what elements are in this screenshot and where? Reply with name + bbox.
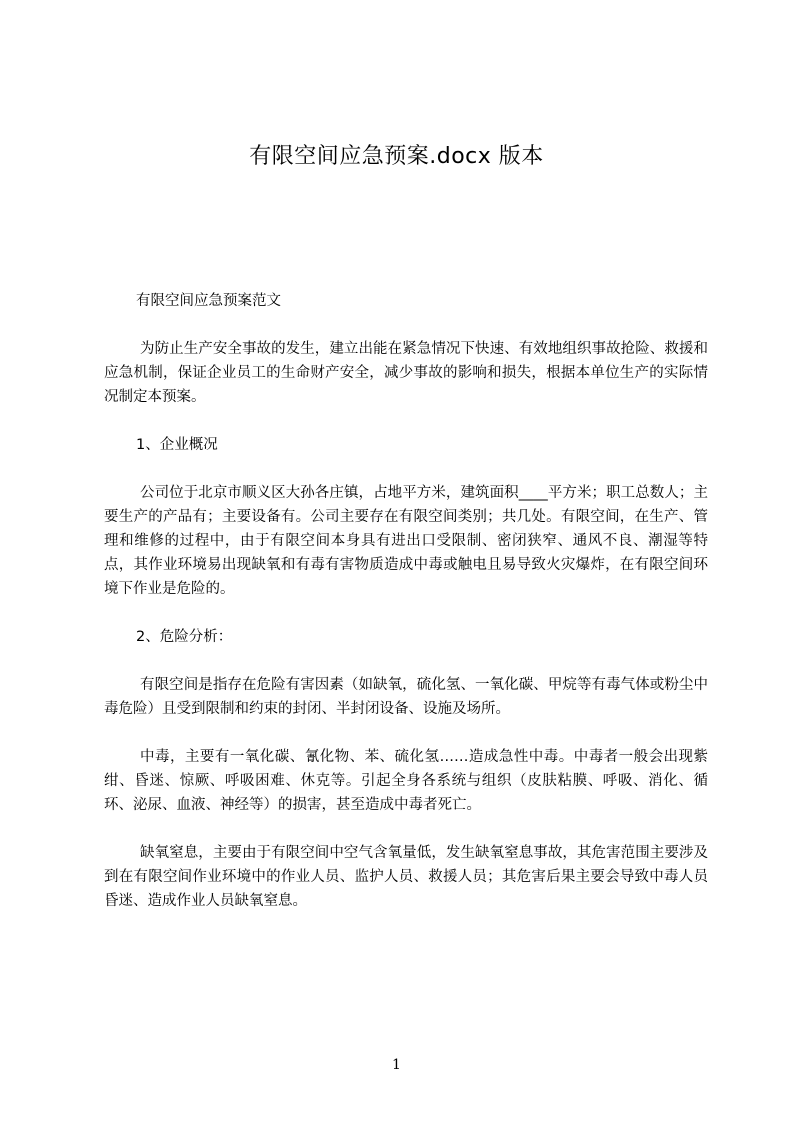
- document-subtitle: 有限空间应急预案范文: [136, 293, 281, 309]
- poisoning-paragraph: 中毒，主要有一氧化碳、氰化物、苯、硫化氢……造成急性中毒。中毒者一般会出现紫绀、昏迷、惊厥、呼吸困难、休克等。引起全身各系统与组织（皮肤粘膜、呼吸、消化、循环、泌尿、血液、神经等）的损害，甚至造成中毒者死亡。: [104, 749, 708, 813]
- company-overview-paragraph: 公司位于北京市顺义区大孙各庄镇，占地平方米，建筑面积____平方米；职工总数人；主要生产的产品有；主要设备有。公司主要存在有限空间类别；共几处。有限空间，在生产、管理和维修的过程中，由于有限空间本身具有进出口受限制、密闭狭窄、通风不良、潮湿等特点，其作业环境易出现缺氧和有毒有害物质造成中毒或触电且易导致火灾爆炸，在有限空间环境下作业是危险的。: [104, 485, 708, 597]
- document-title: 有限空间应急预案.docx 版本: [249, 144, 544, 169]
- asphyxia-paragraph: 缺氧窒息，主要由于有限空间中空气含氧量低，发生缺氧窒息事故，其危害范围主要涉及到在有限空间作业环境中的作业人员、监护人员、救援人员；其危害后果主要会导致中毒人员昏迷、造成作业人员缺氧窒息。: [104, 845, 708, 909]
- intro-paragraph: 为防止生产安全事故的发生，建立出能在紧急情况下快速、有效地组织事故抢险、救援和应急机制，保证企业员工的生命财产安全，减少事故的影响和损失，根据本单位生产的实际情况制定本预案。: [104, 341, 708, 405]
- section-heading-company-overview: 1、企业概况: [136, 437, 218, 453]
- hazard-definition-paragraph: 有限空间是指存在危险有害因素（如缺氧，硫化氢、一氧化碳、甲烷等有毒气体或粉尘中毒危险）且受到限制和约束的封闭、半封闭设备、设施及场所。: [104, 677, 708, 717]
- page-number: 1: [392, 1057, 401, 1073]
- document-body: [104, 289, 708, 937]
- section-heading-hazard-analysis: 2、危险分析：: [136, 629, 233, 645]
